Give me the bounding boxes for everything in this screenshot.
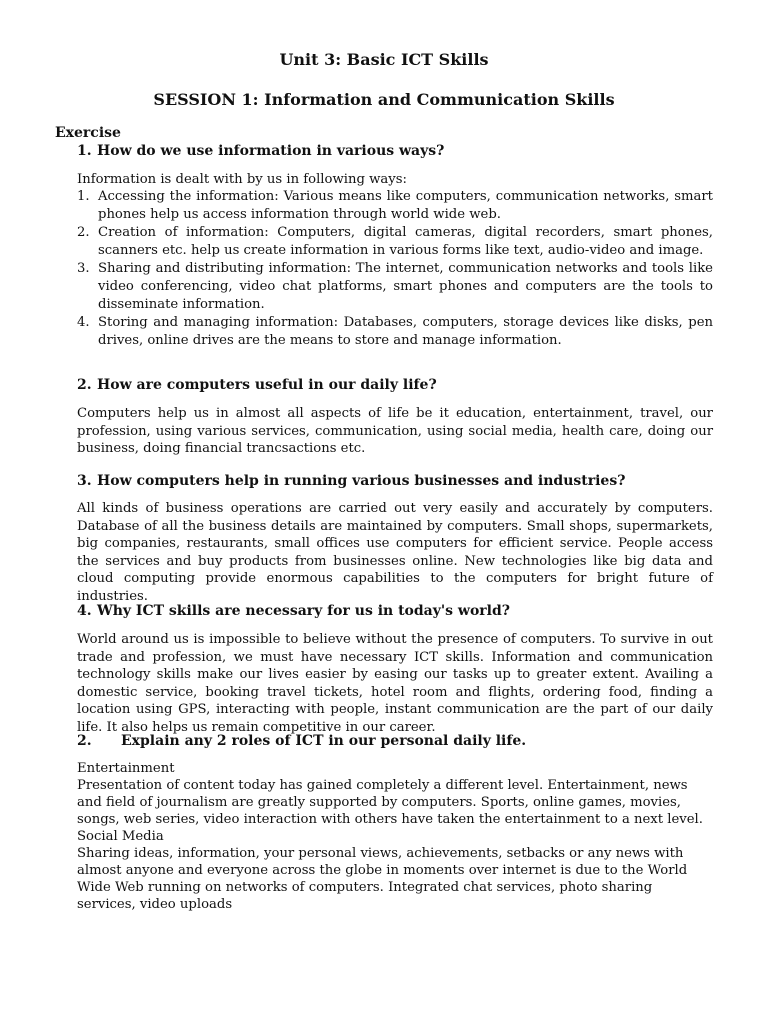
question-5-number: 2. <box>77 733 92 749</box>
question-5-text: Explain any 2 roles of ICT in our personal daily life. <box>121 733 527 749</box>
role-1-text: Presentation of content today has gained completely a different level. Entertainment, news and field of journalism are greatly supported by computers. Sports, online games, movies, songs, web series, video interaction with others have taken the entertainment to a next level. <box>77 778 703 827</box>
list-item: 2. Creation of information: Computers, digital cameras, digital recorders, smart phones, scanners etc. help us create information in various forms like text, audio-video and image. <box>77 225 713 258</box>
question-1-intro: Information is dealt with by us in following ways: <box>77 172 407 187</box>
question-1-list <box>77 188 713 350</box>
question-3 <box>77 473 625 489</box>
question-3-text: How computers help in running various businesses and industries? <box>97 473 626 489</box>
session-title: SESSION 1: Information and Communication Skills <box>153 90 615 109</box>
exercise-label: Exercise <box>55 125 121 141</box>
unit-title: Unit 3: Basic ICT Skills <box>279 50 489 69</box>
role-1-heading: Entertainment <box>77 761 175 776</box>
question-4-answer: World around us is impossible to believe without the presence of computers. To survive in out trade and profession, we must have necessary ICT skills. Information and communication technology skills make our lives easier by easing our tasks up to greater extent. Availing a domestic service, booking travel tickets, hotel room and flights, ordering food, finding a location using GPS, interacting with people, instant communication are the part of our daily life. It also helps us remain competitive in our career. <box>77 632 713 735</box>
question-4-text: Why ICT skills are necessary for us in today's world? <box>97 603 510 619</box>
question-2-number: 2. <box>77 377 92 393</box>
role-2-heading: Social Media <box>77 829 164 844</box>
question-2-text: How are computers useful in our daily life? <box>97 377 437 393</box>
question-3-answer: All kinds of business operations are carried out very easily and accurately by computers. Database of all the business details are maintained by computers. Small shops, supermarkets, big companies, restaurants, small offices use computers for efficient service. People access the services and buy products from businesses online. New technologies like big data and cloud computing provide enormous capabilities to the computers for bright future of industries. <box>77 501 713 604</box>
question-1 <box>77 143 444 159</box>
question-1-text: How do we use information in various ways? <box>97 143 445 159</box>
role-2-text: Sharing ideas, information, your personal views, achievements, setbacks or any news with almost anyone and everyone across the globe in moments over internet is due to the World Wide Web running on networks of computers. Integrated chat services, photo sharing services, video uploads <box>77 846 688 912</box>
question-1-number: 1. <box>77 143 92 159</box>
question-5 <box>77 733 526 749</box>
list-item: 3. Sharing and distributing information: The internet, communication networks and tools like video conferencing, video chat platforms, smart phones and computers are the tools to disseminate information. <box>77 261 713 312</box>
list-item: 1. Accessing the information: Various means like computers, communication networks, smart phones help us access information through world wide web. <box>77 189 713 222</box>
question-4-number: 4. <box>77 603 92 619</box>
question-4 <box>77 603 510 619</box>
list-item: 4. Storing and managing information: Databases, computers, storage devices like disks, pen drives, online drives are the means to store and manage information. <box>77 315 713 348</box>
question-2-answer: Computers help us in almost all aspects of life be it education, entertainment, travel, our profession, using various services, communication, using social media, health care, doing our business, doing financial trancsactions etc. <box>77 406 713 457</box>
question-2 <box>77 377 437 393</box>
question-3-number: 3. <box>77 473 92 489</box>
